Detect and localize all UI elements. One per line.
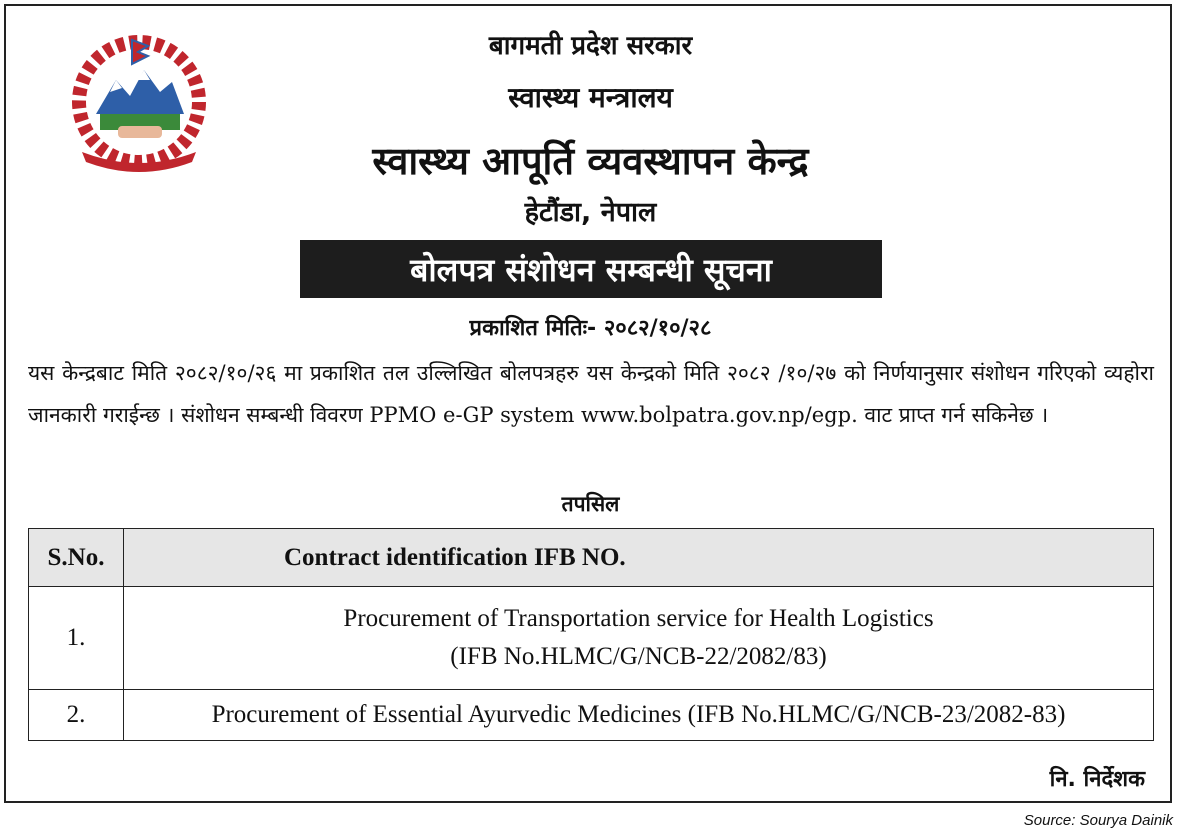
row-contract — [124, 587, 1154, 690]
gov-title: बागमती प्रदेश सरकार — [488, 31, 693, 61]
source-credit: Source: Sourya Dainik — [1023, 812, 1173, 829]
table-row — [29, 587, 1154, 690]
notice-title-banner: बोलपत्र संशोधन सम्बन्धी सूचना — [300, 240, 882, 298]
details-heading: तपसिल — [561, 492, 620, 516]
published-date: प्रकाशित मितिः- २०८२/१०/२८ — [469, 316, 712, 341]
row-sn: 2. — [29, 690, 124, 741]
notice-body: यस केन्द्रबाट मिति २०८२/१०/२६ मा प्रकाशित तल उल्लिखित बोलपत्रहरु यस केन्द्रको मिति २०८२ /१०/२७ को निर्णयानुसार संशोधन गरिएको व्यहोरा जानकारी गराईन्छ । संशोधन सम्बन्धी विवरण PPMO e-GP system www.bolpatra.gov.np/egp. वाट प्राप्त गर्न सकिनेछ । — [28, 361, 1154, 427]
row-contract-line1: Procurement of Transportation service for Health Logistics — [343, 605, 934, 632]
table-header-row — [29, 529, 1154, 587]
table-row — [29, 690, 1154, 741]
location: हेटौंडा, नेपाल — [524, 197, 657, 228]
header-contract-id: Contract identification IFB NO. — [124, 529, 1154, 587]
row-contract: Procurement of Essential Ayurvedic Medicines (IFB No.HLMC/G/NCB-23/2082-83) — [124, 690, 1154, 741]
header-sn: S.No. — [29, 529, 124, 587]
row-sn: 1. — [29, 587, 124, 690]
row-contract-line2: (IFB No.HLMC/G/NCB-22/2082/83) — [450, 643, 827, 670]
signatory: नि. निर्देशक — [1049, 767, 1145, 792]
ministry-title: स्वास्थ्य मन्त्रालय — [508, 81, 673, 114]
center-title: स्वास्थ्य आपूर्ति व्यवस्थापन केन्द्र — [372, 139, 809, 183]
contract-table — [28, 528, 1154, 741]
